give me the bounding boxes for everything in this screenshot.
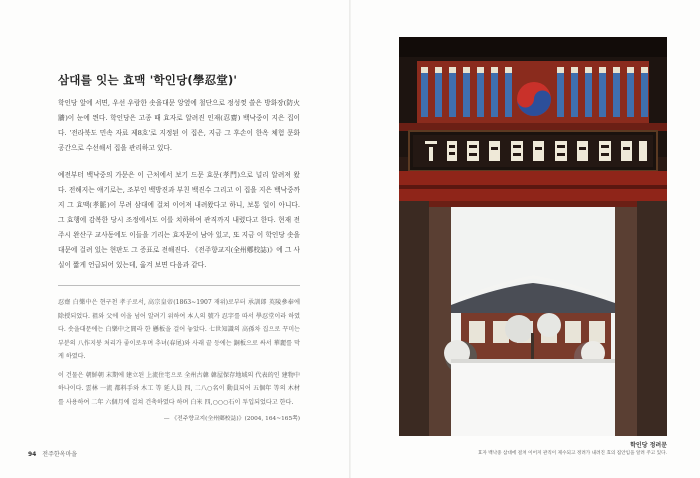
- quoted-notes: [58, 296, 300, 414]
- note-divider: [58, 285, 300, 286]
- section-title: 삼대를 잇는 효맥 '학인당(學忍堂)': [58, 72, 238, 87]
- photo-caption-text: 효자 백낙중 삼대에 걸쳐 이어져 관직이 제수되고 정려가 내려진 효의 집안임을 알려 주고 있다.: [477, 451, 667, 456]
- page-footer: [28, 449, 77, 458]
- note-paragraph: 이 건물은 朝鮮朝 末期에 建立된 上流住宅으로 全州古韓 韓屋保存地域의 代表的인 建物中 하나이다. 雲林 一流 都料手와 木工 等 延人員 四, 二八○名이 動員되어 五個年 等의 木材를 사용하여 二年 六個月에 걸쳐 건축하였다 하며 白米 四,○○○石이 투입되었다고 한다.: [58, 371, 300, 406]
- gate-photo: [399, 37, 667, 436]
- running-title: 전주한옥마을: [42, 451, 78, 458]
- citation: — 《전주향교지(全州鄕校誌)》(2004, 164~165쪽): [163, 416, 300, 422]
- body-paragraph: 예전부터 백낙중의 가문은 이 근처에서 보기 드문 효문(孝門)으로 널리 알려져 왔다. 전해지는 얘기로는, 조부인 백방진과 부친 백진수 그리고 이 집을 지은 백낙중까지 그 효맥(孝脈)이 무려 삼대에 걸쳐 이어져 내려왔다고 하니, 보통 일이 아니다. 그 효행에 감복한 당시 조정에서도 이를 치하하여 관직까지 내렸다고 한다. 현재 전주시 완산구 교사동에도 이들을 기리는 효자문이 남아 있고, 또 지금 이 학인당 솟을대문에 걸려 있는 현판도 그 증표로 전해진다. 《전주향교지(全州鄕校誌)》에 그 사실이 짧게 언급되어 있는데, 옮겨 보면 다음과 같다.: [58, 171, 300, 269]
- gate-photo-illustration: [399, 37, 667, 436]
- page-number: 94: [28, 451, 37, 458]
- photo-caption-title: 학인당 정려문: [630, 442, 667, 449]
- right-page: [351, 0, 700, 478]
- gate-plaque: [409, 131, 657, 171]
- painted-rafters: [417, 61, 649, 123]
- body-text: [58, 96, 300, 285]
- body-paragraph: 학인당 앞에 서면, 우선 우람한 솟을대문 앙옆에 철단으로 정성껏 쓸은 방화장(防火牆)이 눈에 띈다. 학인당은 고종 때 효자로 알려진 인재(忍齋) 백낙중이 지은 집이다. '전라북도 민속 자료 제8호'로 지정된 이 집은, 지금 그 후손이 한옥 체험 문화 공간으로 수선해서 집을 관리하고 있다.: [58, 99, 300, 152]
- note-paragraph: 忍齋 白樂中은 현구천 孝子로서, 高宗皇帝(1863~1907 재위)로부터 承訓郞 英陵參奉에 除授되었다. 祖와 父에 이을 넘어 알려기 위하여 本人의 號가 忍字를 따서 學忍堂이라 하였다. 솟을대문에는 白樂中之閭라 한 懸板을 걸어 놓았다. 七世知識의 高孫차 집으로 꾸미는 부분의 八作지붕 처리가 좋이로우며 추녀(春尾)와 사래 끝 등에는 銅板으로 싸서 華麗를 막게 하였다.: [58, 299, 300, 360]
